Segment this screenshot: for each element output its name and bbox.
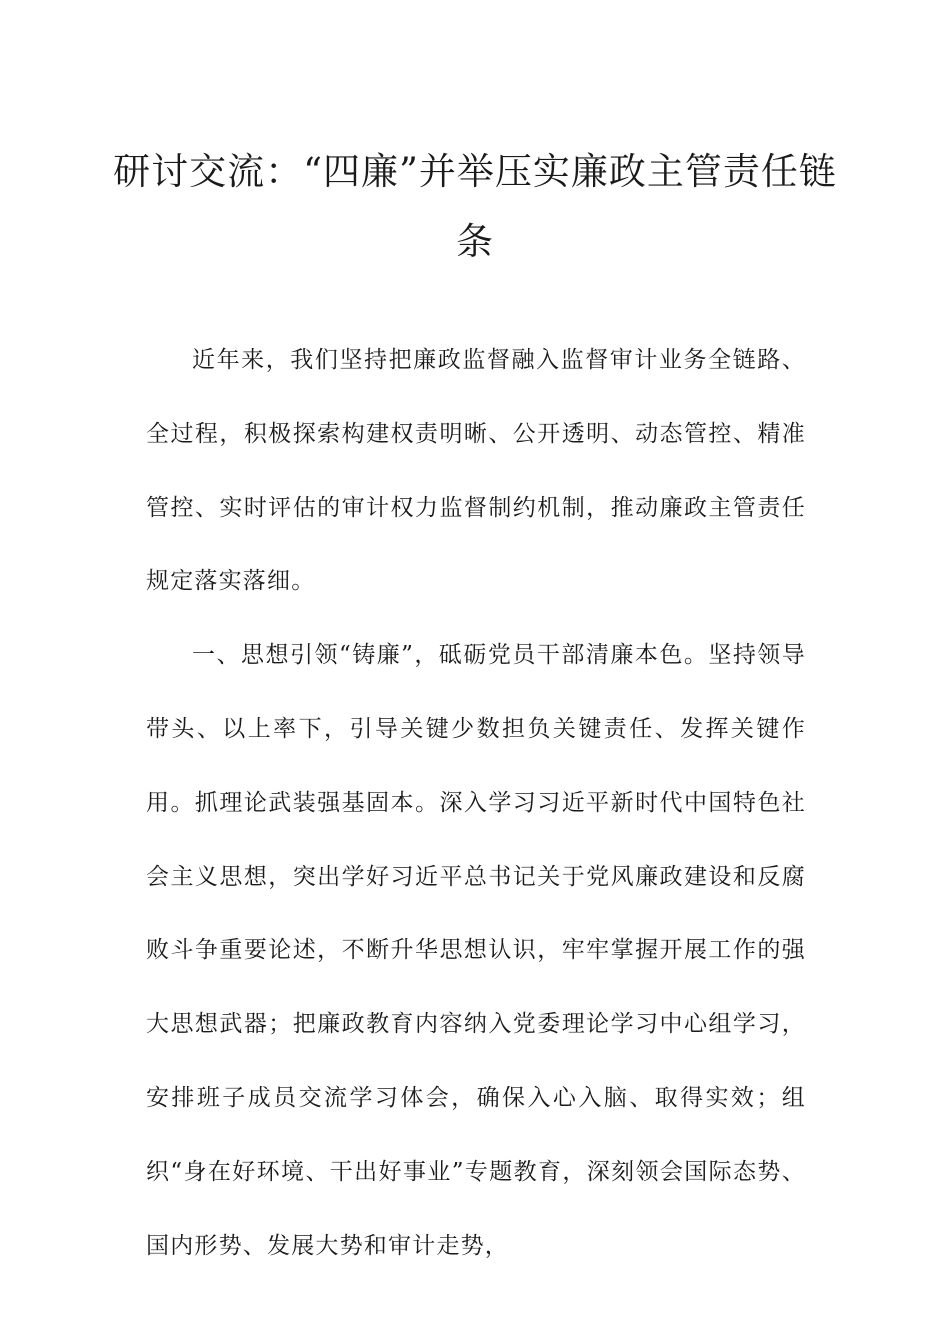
paragraph-intro: 近年来，我们坚持把廉政监督融入监督审计业务全链路、全过程，积极探索构建权责明晰、公开透明、动态管控、精准管控、实时评估的审计权力监督制约机制，推动廉政主管责任规定落实落细。 — [146, 347, 806, 595]
document-body — [146, 324, 806, 1283]
paragraph-section-one: 一、思想引领“铸廉”，砥砺党员干部清廉本色。坚持领导带头、以上率下，引导关键少数担负关键责任、发挥关键作用。抓理论武装强基固本。深入学习习近平新时代中国特色社会主义思想，突出学好习近平总书记关于党风廉政建设和反腐败斗争重要论述，不断升华思想认识，牢牢掌握开展工作的强大思想武器；把廉政教育内容纳入党委理论学习中心组学习，安排班子成员交流学习体会，确保入心入脑、取得实效；组织“身在好环境、干出好事业”专题教育，深刻领会国际态势、国内形势、发展大势和审计走势， — [146, 642, 806, 1259]
document-title: 研讨交流：“四廉”并举压实廉政主管责任链条 — [113, 149, 837, 263]
